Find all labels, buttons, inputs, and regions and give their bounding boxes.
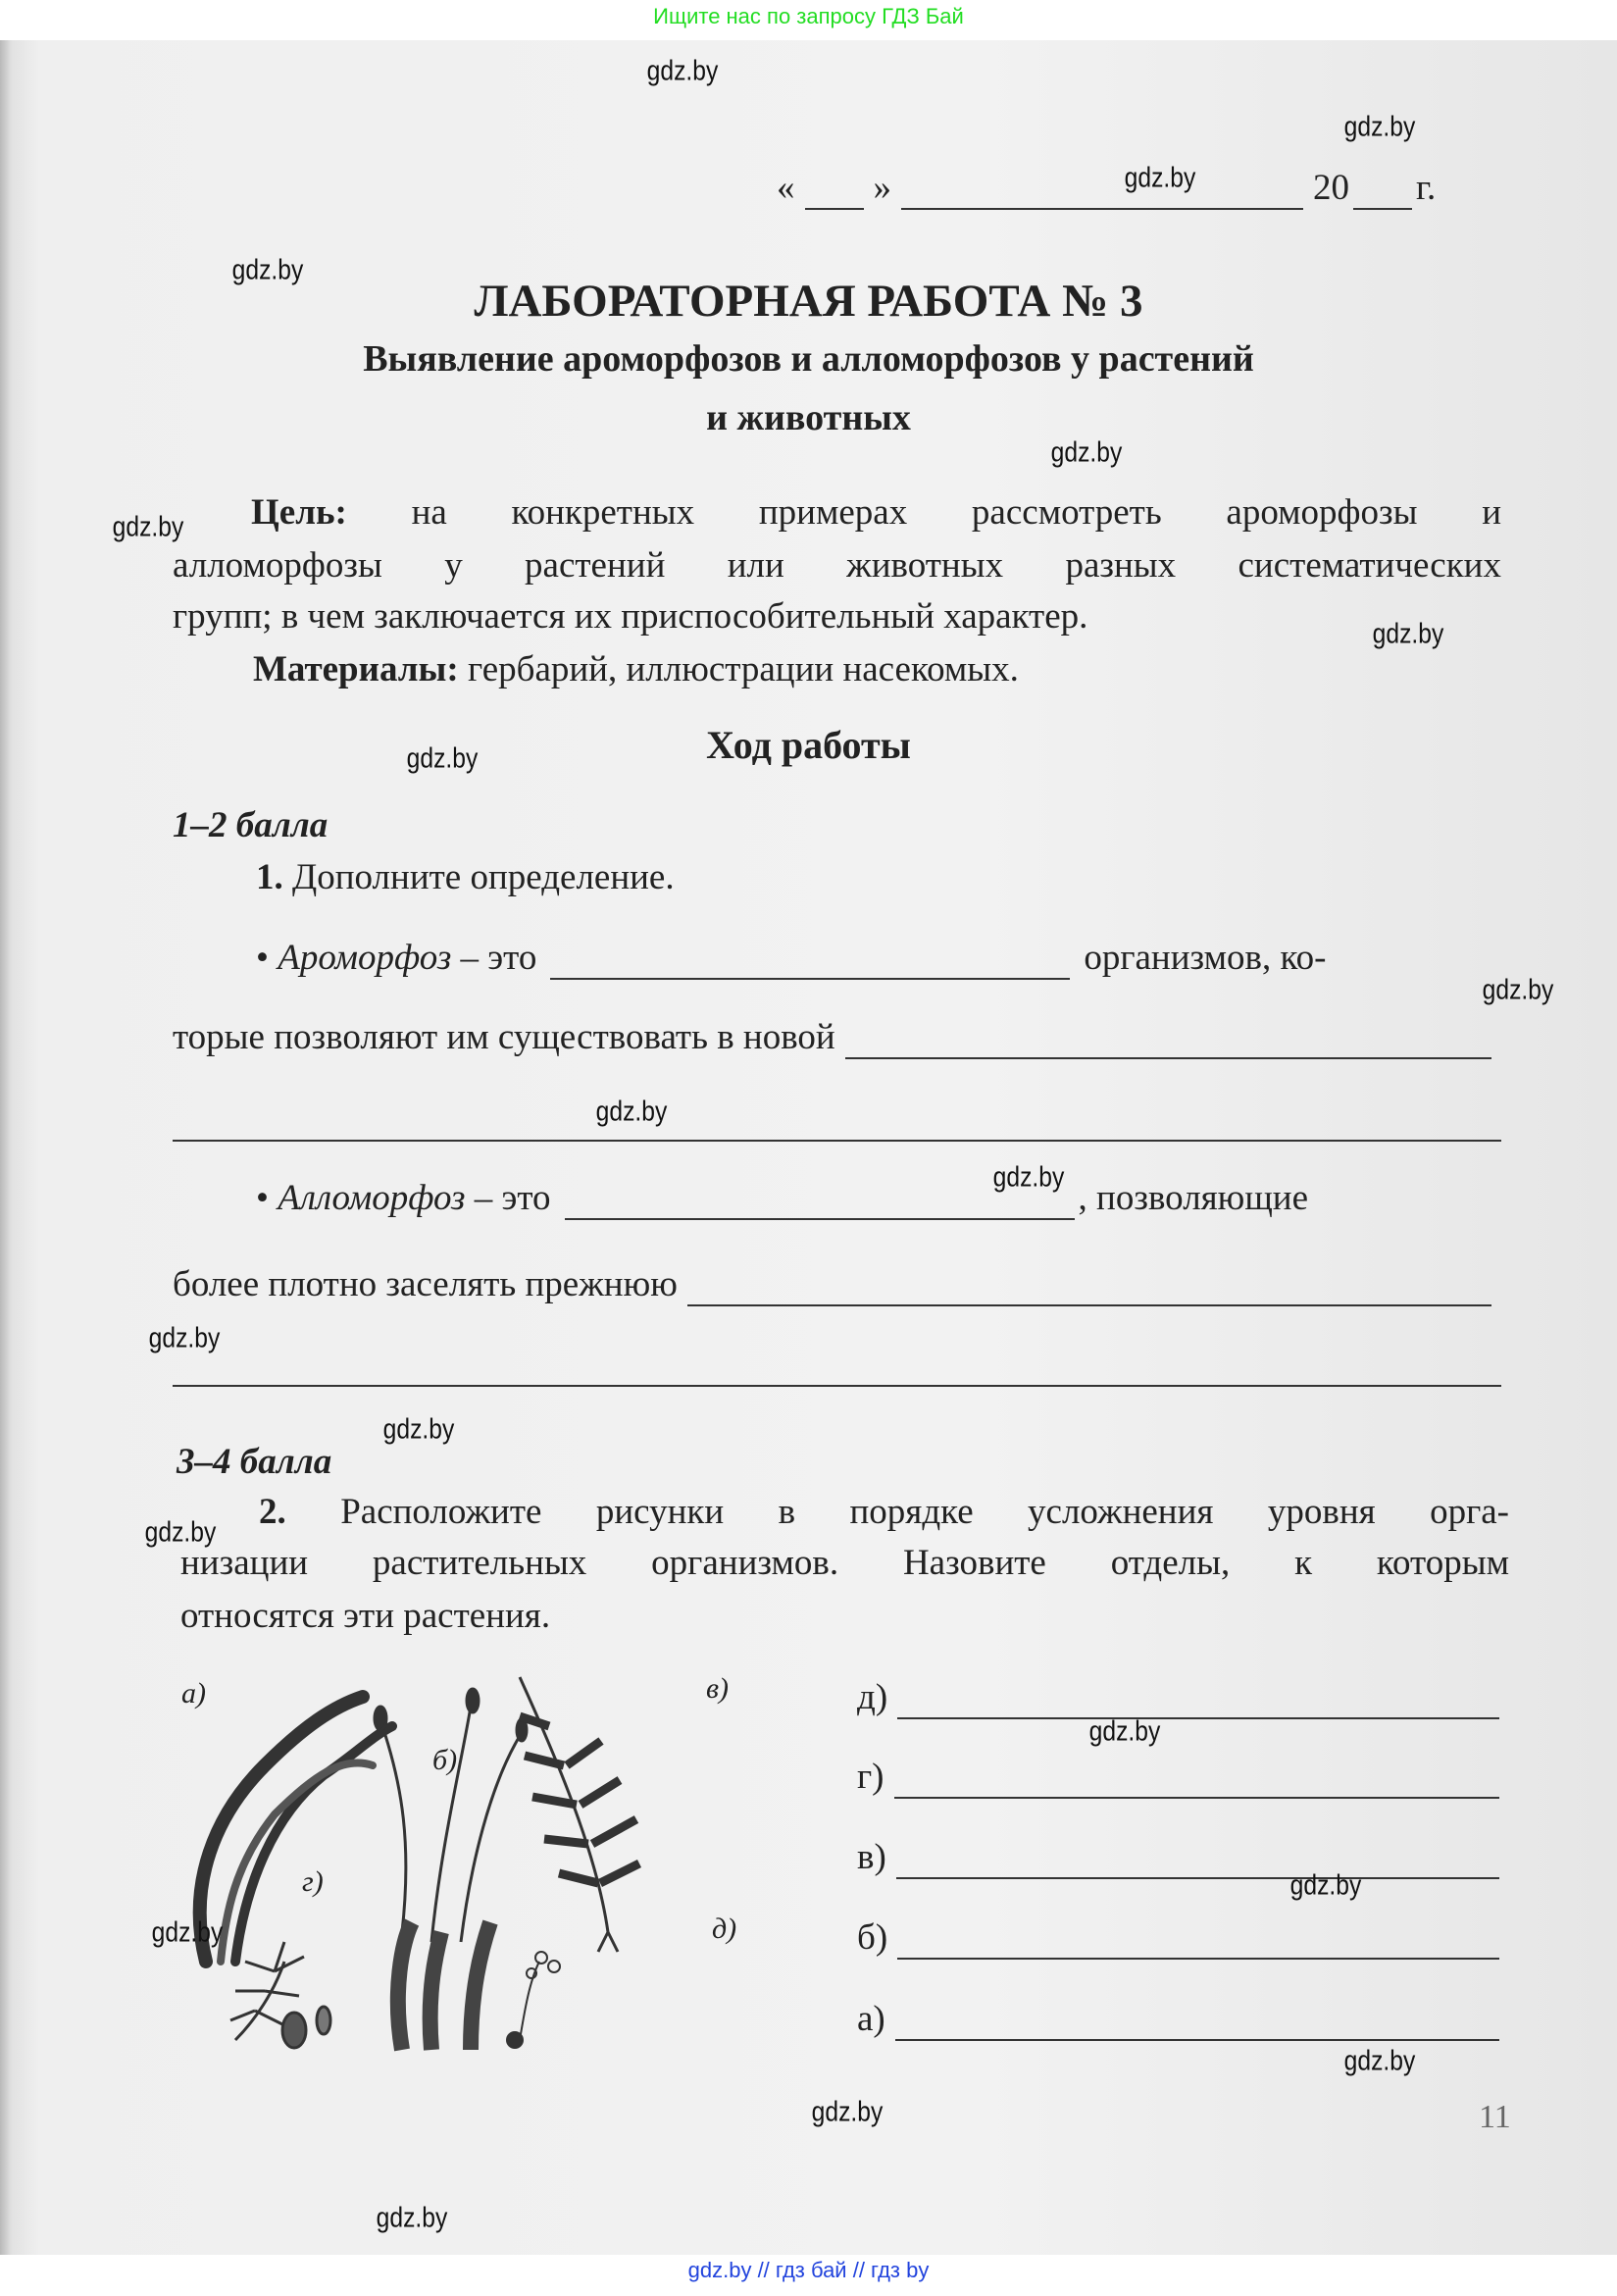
quote-open: « [777, 168, 795, 208]
figure-label-g: г) [302, 1865, 324, 1898]
pine-drawing [230, 1942, 330, 2048]
date-line [777, 167, 1436, 210]
year-prefix: 20 [1313, 168, 1349, 208]
answer-row-a [857, 1998, 1509, 2041]
figure-label-v: в) [706, 1672, 730, 1705]
watermark: gdz.by [1372, 618, 1444, 650]
answer-blank[interactable] [897, 1688, 1499, 1719]
flower-drawing [507, 1952, 560, 2048]
page-number: 11 [1479, 2099, 1511, 2135]
watermark: gdz.by [1343, 2045, 1416, 2077]
watermark: gdz.by [1289, 1869, 1362, 1902]
watermark: gdz.by [144, 1516, 217, 1549]
watermark: gdz.by [1124, 162, 1196, 194]
bullet: • [256, 938, 269, 978]
watermark: gdz.by [382, 1413, 455, 1446]
goal-line-2: алломорфозы у растений или животных разных систематических [173, 545, 1501, 586]
goal-label: Цель: [251, 492, 347, 533]
task-2-text: Расположите рисунки в порядке усложнения уровня орга- [340, 1492, 1509, 1532]
aromorphosis-text-2: торые позволяют им существовать в новой [173, 1017, 835, 1057]
subtitle-line-1: Выявление ароморфозов и алломорфозов у растений [363, 338, 1254, 380]
watermark: gdz.by [1482, 974, 1554, 1006]
watermark: gdz.by [1088, 1715, 1161, 1748]
section-1-points: 1–2 балла [173, 805, 328, 845]
materials-text: гербарий, иллюстрации насекомых. [468, 649, 1019, 689]
quote-close: » [873, 168, 891, 208]
watermark: gdz.by [231, 254, 304, 286]
answer-blank[interactable] [687, 1275, 1491, 1306]
watermark: gdz.by [1343, 111, 1416, 143]
task-1-text: Дополните определение. [292, 857, 675, 897]
answer-blank[interactable] [895, 2010, 1499, 2041]
aromorphosis-text: организмов, ко- [1084, 938, 1327, 978]
answer-row-g [857, 1756, 1509, 1799]
answer-blank[interactable] [894, 1767, 1500, 1799]
task-1 [256, 856, 675, 899]
section-2-points: 3–4 балла [177, 1442, 332, 1482]
allomorphosis-line-1 [256, 1177, 1501, 1220]
dash-text: – это [474, 1178, 551, 1218]
task-2-number: 2. [259, 1492, 286, 1532]
watermark: gdz.by [1050, 436, 1123, 469]
aromorphosis-term: Ароморфоз [278, 938, 452, 978]
watermark: gdz.by [151, 1916, 224, 1949]
materials-line [253, 648, 1019, 691]
watermark: gdz.by [595, 1096, 668, 1128]
task-2-line-3: относятся эти растения. [180, 1596, 551, 1636]
year-blank [1353, 179, 1412, 210]
figure-label-b: б) [432, 1744, 458, 1776]
allomorphosis-text-2: более плотно заселять прежнюю [173, 1264, 678, 1304]
task-2-line-2: низации растительных организмов. Назовите отделы, к которым [180, 1543, 1509, 1583]
fern-drawing [520, 1677, 639, 1952]
answer-label: а) [857, 1999, 885, 2039]
answer-blank[interactable] [897, 1928, 1499, 1960]
page-title: ЛАБОРАТОРНАЯ РАБОТА № 3 [474, 276, 1143, 327]
algae-drawing [200, 1697, 392, 1962]
answer-blank[interactable] [845, 1028, 1491, 1059]
watermark: gdz.by [406, 742, 479, 775]
task-2-line-1 [180, 1491, 1509, 1534]
task-1-number: 1. [256, 857, 283, 897]
answer-blank[interactable] [173, 1110, 1501, 1142]
subtitle-line-2: и животных [706, 397, 911, 438]
plant-illustrations [177, 1667, 824, 2060]
watermark: gdz.by [148, 1322, 221, 1354]
watermark: gdz.by [112, 511, 184, 543]
goal-line-1 [173, 491, 1501, 535]
footer-banner: gdz.by // гдз бай // гдз by [687, 2258, 930, 2282]
figure-label-d: д) [712, 1913, 737, 1945]
answer-row-b [857, 1916, 1509, 1960]
goal-line-3: групп; в чем заключается их приспособительный характер. [173, 596, 1088, 637]
day-blank [805, 179, 864, 210]
answer-label: в) [857, 1837, 886, 1877]
answer-row-d [857, 1676, 1509, 1719]
materials-label: Материалы: [253, 649, 459, 689]
watermark: gdz.by [376, 2202, 448, 2234]
allomorphosis-text: , позволяющие [1078, 1178, 1309, 1218]
allomorphosis-term: Алломорфоз [278, 1178, 466, 1218]
aromorphosis-line-1 [256, 937, 1501, 980]
answer-blank[interactable] [173, 1355, 1501, 1387]
answer-blank[interactable] [896, 1848, 1499, 1879]
answer-label: б) [857, 1917, 888, 1958]
aromorphosis-line-2 [173, 1016, 1501, 1059]
answer-row-v [857, 1836, 1509, 1879]
figure-label-a: а) [181, 1677, 206, 1709]
answer-label: д) [857, 1677, 888, 1717]
answer-label: г) [857, 1757, 884, 1797]
goal-text: на конкретных примерах рассмотреть ароморфозы и [411, 492, 1502, 533]
watermark: gdz.by [646, 55, 719, 87]
watermark: gdz.by [992, 1161, 1065, 1194]
watermark: gdz.by [811, 2096, 884, 2128]
month-blank [901, 179, 1303, 210]
year-suffix: г. [1416, 168, 1437, 208]
procedure-heading: Ход работы [706, 723, 911, 767]
bullet: • [256, 1178, 269, 1218]
dash-text: – это [460, 938, 537, 978]
allomorphosis-line-2 [173, 1263, 1501, 1306]
search-banner: Ищите нас по запросу ГДЗ Бай [653, 4, 964, 28]
answer-blank[interactable] [550, 948, 1070, 980]
